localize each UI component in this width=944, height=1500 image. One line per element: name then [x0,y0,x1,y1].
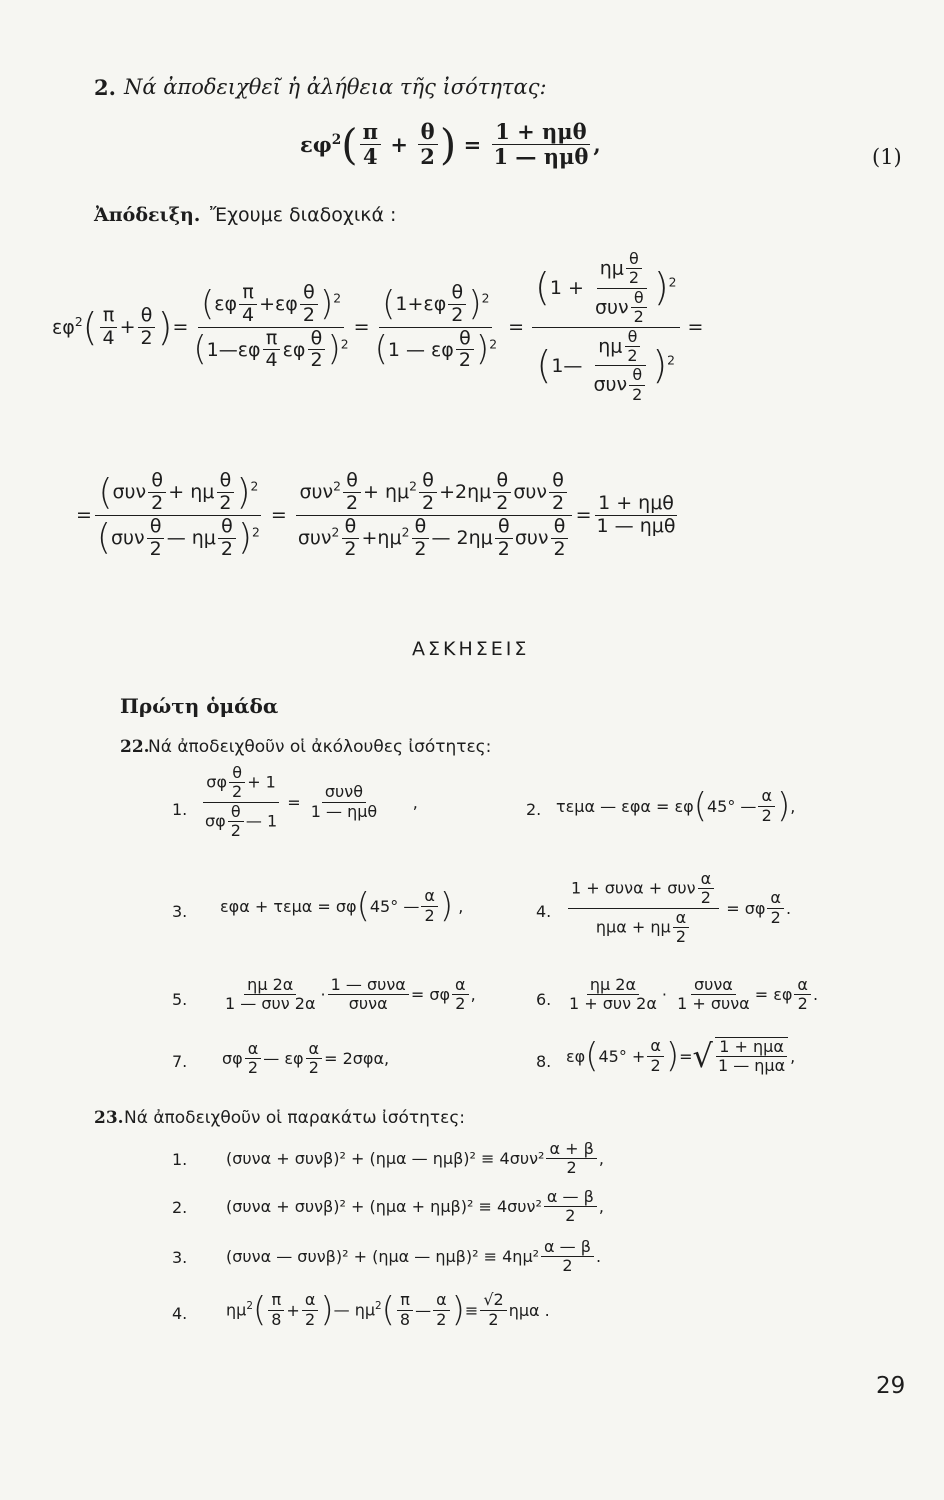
ex22-item-6-number: 6. [536,990,552,1009]
ex23-item-2: (συνα + συνβ)² + (ημα + ημβ)² ≡ 4συν² $\frac{\alpha — \beta}{2}$ , [226,1187,604,1226]
ex22-item-7: σφ $\frac{\alpha}{2}$ — εφ $\frac{\alpha}{2}$ = 2σφα, [222,1039,390,1078]
ex22-item-2-number: 2. [526,800,542,819]
ex22-item-8-number: 8. [536,1052,552,1071]
proof-intro: Ἔχουμε διαδοχικά : [210,204,397,226]
ex23-item-4: $\eta\mu^2$ ( $\frac{\pi}{8}$ + $\frac{\alpha}{2}$ ) — $\eta\mu^2$ ( $\frac{\pi}{8}$ — $\frac{\alpha}{2}$ ) ≡ $\frac{√2}{2}$ ημα . [226,1290,550,1330]
proof-label: Ἀπόδειξη. [94,204,201,226]
main-equation: $\varepsilon\varphi^2$ ( $\frac{\pi}{4}$ + $\frac{\theta}{2}$ ) = $\frac{\text{1 + ημθ}}{\text{1 — ημθ}}$ , [300,119,601,170]
page-number: 29 [876,1373,906,1399]
ex23-item-1-number: 1. [172,1150,188,1169]
ex22-item-3: εφα + τεμα = σφ ( 45° — $\frac{\alpha}{2}$ ) , [220,886,464,926]
ex23-text: Νά ἀποδειχθοῦν οἱ παρακάτω ἰσότητες: [124,1108,466,1128]
ex22-item-2: τεμα — εφα = εφ ( 45° — $\frac{\alpha}{2}$ ) , [556,786,796,826]
ex22-item-5: $\frac{\eta\mu 2\alpha}{\text{1 — συν 2α}}$ · $\frac{\text{1 — συνα}}{\text{συνα}}$ = σφ $\frac{\alpha}{2}$ , [225,975,476,1014]
ex23-label: 23. [94,1108,124,1128]
ex22-label: 22. [120,737,150,757]
ex23-item-2-number: 2. [172,1198,188,1217]
ex22-item-7-number: 7. [172,1052,188,1071]
ex22-item-5-number: 5. [172,990,188,1009]
proof-step-2: = (συν $\frac{\theta}{2}$ + ημ $\frac{\theta}{2}$ )$^2$ (συν $\frac{\theta}{2}$ — ημ $\frac{\theta}{2}$ )$^2$ = συν$^2$ $\frac{\theta}{2}$ + $\eta\mu^2$ $\frac{\theta}{2}$ +2ημ $\frac{\theta}{2}$ συν $\frac{\theta}{2}$ συν$^2$ $\frac{\theta}{2}$ $+\eta\mu^2$ $\frac{\theta}{2}$ — 2ημ $\frac{\theta}{2}$ συν $\frac{\theta}{2}$ = $\frac{\text{1 + ημθ}}{\text{1 — ημθ}}$ [76,469,676,560]
exercises-heading: ΑΣΚΗΣΕΙΣ [412,638,530,660]
ex22-item-4-number: 4. [536,902,552,921]
ex22-item-6: $\frac{\eta\mu 2\alpha}{\text{1 + συν 2α}}$ · $\frac{\text{συνα}}{\text{1 + συνα}}$ = εφ $\frac{\alpha}{2}$ . [569,975,819,1014]
problem-number: 2. [94,75,116,100]
ex22-text: Νά ἀποδειχθοῦν οἱ ἀκόλουθες ἰσότητες: [148,737,492,757]
ex23-item-3: (συνα — συνβ)² + (ημα — ημβ)² ≡ 4ημ² $\frac{\alpha — \beta}{2}$ . [226,1237,602,1276]
ex22-item-3-number: 3. [172,902,188,921]
eq-lhs-fn: $\varepsilon\varphi^2$ [300,132,342,158]
group-heading: Πρώτη ὁμάδα [120,694,279,718]
ex23-item-1: (συνα + συνβ)² + (ημα — ημβ)² ≡ 4συν² $\frac{\alpha + \beta}{2}$ , [226,1139,604,1178]
ex22-item-1-number: 1. [172,800,188,819]
ex23-item-4-number: 4. [172,1304,188,1323]
proof-step-1: $\varepsilon\varphi^2$ ( $\frac{\pi}{4}$ + $\frac{\theta}{2}$ ) = (εφ $\frac{\pi}{4}$ +εφ $\frac{\theta}{2}$ )$^2$ (1—εφ $\frac{\pi}{4}$ εφ $\frac{\theta}{2}$ )$^2$ = (1+εφ $\frac{\theta}{2}$ )$^2$ (1 — εφ $\frac{\theta}{2}$ )$^2$ = (1 + ημ $\frac{\theta}{2}$ συν $\frac{\theta}{2}$ )$^2$ (1— ημ $\frac{\theta}{2}$ συν $\frac{\theta}{2}$ )$^2$ = [52,249,704,404]
ex22-item-4: 1 + συνα + συν $\frac{\alpha}{2}$ ημα + ημ $\frac{\alpha}{2}$ = σφ $\frac{\alpha}{2}$ . [566,870,791,947]
ex22-item-8: εφ ( 45° + $\frac{\alpha}{2}$ ) = √ $\frac{\text{1 + ημα}}{\text{1 — ημα}}$ , [566,1036,796,1076]
ex22-item-1: σφ $\frac{\theta}{2}$ + 1 σφ $\frac{\theta}{2}$ — 1 = $\frac{\text{συνθ}}{\text{1 — ημθ}}$ , [205,763,418,841]
equation-label: (1) [872,145,902,169]
ex23-item-3-number: 3. [172,1248,188,1267]
problem-statement: Νά ἀποδειχθεῖ ἡ ἀλήθεια τῆς ἰσότητας: [124,75,547,99]
